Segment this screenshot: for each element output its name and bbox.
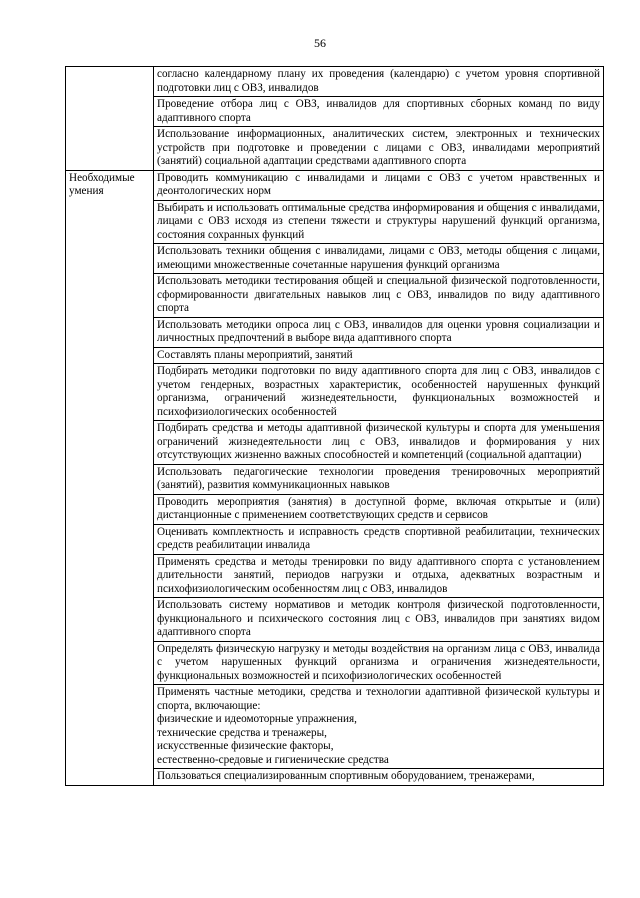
page-number: 56: [314, 36, 326, 50]
list-item: естественно-средовые и гигиенические средства: [157, 753, 389, 766]
table-cell: Использование информационных, аналитических систем, электронных и технических устройств при подготовке и проведении с лицами с ОВЗ, инвалидами мероприятий (занятий) социальной адаптации средствами адаптивного спорта: [154, 127, 604, 171]
table-cell: Использовать методики опроса лиц с ОВЗ, инвалидов для оценки уровня социализации и личностных предпочтений в выборе вида адаптивного спорта: [154, 317, 604, 347]
table-cell: Использовать систему нормативов и методик контроля физической подготовленности, функционального и психического состояния лиц с ОВЗ, инвалидов при занятиях видом адаптивного спорта: [154, 598, 604, 642]
table-cell: Использовать методики тестирования общей и специальной физической подготовленности, сформированности двигательных навыков лиц с ОВЗ, инвалидов по виду адаптивного спорта: [154, 274, 604, 318]
label-cell-continued: [66, 67, 154, 171]
competency-table: [65, 66, 604, 786]
table-cell: Проводить коммуникацию с инвалидами и лицами с ОВЗ с учетом нравственных и деонтологических норм: [154, 170, 604, 200]
table-cell: Применять средства и методы тренировки по виду адаптивного спорта с установлением длительности занятий, периодов нагрузки и отдыха, адекватных возрастным и психофизиологическим особенностям лиц с ОВЗ, инвалидов: [154, 554, 604, 598]
table-cell: Использовать педагогические технологии проведения тренировочных мероприятий (занятий), развития коммуникационных навыков: [154, 464, 604, 494]
table-row: [66, 67, 604, 97]
table-cell: Подбирать методики подготовки по виду адаптивного спорта для лиц с ОВЗ, инвалидов с учетом гендерных, возрастных характеристик, особенностей нарушенных функций организма, ограничений жизнедеятельности, функциональных возможностей и психофизиологических особенностей: [154, 364, 604, 421]
table-cell: Составлять планы мероприятий, занятий: [154, 347, 604, 364]
label-necessary-skills: Необходимые умения: [66, 170, 154, 785]
table-cell: Проведение отбора лиц с ОВЗ, инвалидов для спортивных сборных команд по виду адаптивного спорта: [154, 97, 604, 127]
list-intro: Применять частные методики, средства и технологии адаптивной физической культуры и спорта, включающие:: [157, 686, 600, 712]
table-cell: Проводить мероприятия (занятия) в доступной форме, включая открытые и (или) дистанционные с применением соответствующих средств и сервисов: [154, 494, 604, 524]
table-cell: Выбирать и использовать оптимальные средства информирования и общения с инвалидами, лицами с ОВЗ исходя из степени тяжести и структуры нарушений функций организма, состояния сохранных функций: [154, 200, 604, 244]
table-cell: согласно календарному плану их проведения (календарю) с учетом уровня спортивной подготовки лиц с ОВЗ, инвалидов: [154, 67, 604, 97]
table-cell: Пользоваться специализированным спортивным оборудованием, тренажерами,: [154, 769, 604, 786]
table-cell-list: [154, 685, 604, 769]
list-item: физические и идеомоторные упражнения,: [157, 713, 357, 725]
table-cell: Подбирать средства и методы адаптивной физической культуры и спорта для уменьшения ограничений жизнедеятельности лиц с ОВЗ, инвалидов и формирования у них отсутствующих жизненно важных способностей и компетенций (социальной адаптации): [154, 421, 604, 465]
table-cell: Использовать техники общения с инвалидами, лицами с ОВЗ, методы общения с лицами, имеющими множественные сочетанные нарушения функций организма: [154, 244, 604, 274]
table-cell: Определять физическую нагрузку и методы воздействия на организм лица с ОВЗ, инвалида с учетом нарушенных функций организма и ограничения жизнедеятельности, функциональных возможностей и психофизиологических особенностей: [154, 641, 604, 685]
list-item: технические средства и тренажеры,: [157, 726, 327, 739]
list-item: искусственные физические факторы,: [157, 740, 334, 752]
table-row: [66, 170, 604, 200]
table-cell: Оценивать комплектность и исправность средств спортивной реабилитации, технических средств реабилитации инвалида: [154, 524, 604, 554]
